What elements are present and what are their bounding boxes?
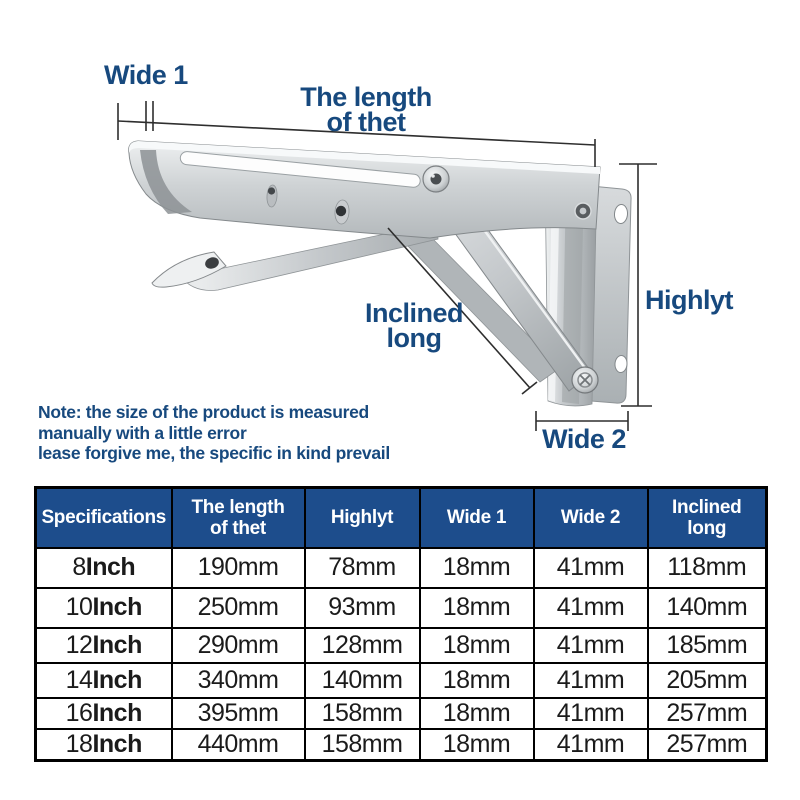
note-line1: Note: the size of the product is measured bbox=[38, 402, 369, 422]
value-cell-inclined: 118mm bbox=[648, 548, 767, 588]
value-cell-length: 290mm bbox=[172, 628, 305, 663]
dim-line-wide1-ticks bbox=[146, 101, 153, 131]
size-cell: 12Inch bbox=[36, 628, 172, 663]
column-header-5: Inclined long bbox=[648, 488, 767, 548]
value-cell-highlyt: 158mm bbox=[305, 698, 420, 729]
value-cell-wide2: 41mm bbox=[534, 663, 648, 698]
note-line2: manually with a little error bbox=[38, 422, 247, 443]
spec-row-14inch bbox=[36, 663, 767, 698]
spec-row-18inch bbox=[36, 729, 767, 761]
label-inclined-line1: Inclined bbox=[364, 298, 463, 328]
spec-table-body bbox=[36, 548, 767, 761]
value-cell-wide1: 18mm bbox=[420, 663, 534, 698]
spec-row-10inch bbox=[36, 588, 767, 628]
label-inclined-long bbox=[364, 298, 464, 353]
value-cell-wide2: 41mm bbox=[534, 588, 648, 628]
size-cell: 14Inch bbox=[36, 663, 172, 698]
size-cell: 8Inch bbox=[36, 548, 172, 588]
value-cell-highlyt: 93mm bbox=[305, 588, 420, 628]
value-cell-inclined: 257mm bbox=[648, 698, 767, 729]
value-cell-wide1: 18mm bbox=[420, 588, 534, 628]
value-cell-highlyt: 128mm bbox=[305, 628, 420, 663]
column-header-4: Wide 2 bbox=[534, 488, 648, 548]
label-inclined-line2: long bbox=[386, 323, 442, 353]
label-wide1: Wide 1 bbox=[104, 60, 188, 90]
spec-table bbox=[34, 486, 768, 762]
note-line3: lease forgive me, the specific in kind prevail bbox=[38, 443, 390, 463]
value-cell-highlyt: 140mm bbox=[305, 663, 420, 698]
column-header-2: Highlyt bbox=[305, 488, 420, 548]
value-cell-wide2: 41mm bbox=[534, 548, 648, 588]
value-cell-wide2: 41mm bbox=[534, 698, 648, 729]
spec-table-head bbox=[36, 488, 767, 548]
column-header-0: Specifications bbox=[36, 488, 172, 548]
spec-table-container bbox=[34, 486, 768, 762]
value-cell-wide1: 18mm bbox=[420, 698, 534, 729]
pivot-rivet bbox=[423, 166, 449, 192]
column-header-1: The length of thet bbox=[172, 488, 305, 548]
size-cell: 16Inch bbox=[36, 698, 172, 729]
note-text bbox=[38, 402, 390, 464]
value-cell-wide2: 41mm bbox=[534, 729, 648, 761]
label-wide2: Wide 2 bbox=[542, 424, 626, 454]
value-cell-length: 395mm bbox=[172, 698, 305, 729]
value-cell-inclined: 140mm bbox=[648, 588, 767, 628]
size-cell: 18Inch bbox=[36, 729, 172, 761]
value-cell-highlyt: 78mm bbox=[305, 548, 420, 588]
label-length-line1: The length bbox=[300, 82, 432, 112]
spec-header-row bbox=[36, 488, 767, 548]
value-cell-length: 250mm bbox=[172, 588, 305, 628]
spec-row-8inch bbox=[36, 548, 767, 588]
value-cell-length: 340mm bbox=[172, 663, 305, 698]
arm-end-screw bbox=[575, 203, 591, 219]
value-cell-wide1: 18mm bbox=[420, 729, 534, 761]
value-cell-length: 440mm bbox=[172, 729, 305, 761]
bottom-pivot-screw bbox=[572, 367, 598, 393]
spec-row-12inch bbox=[36, 628, 767, 663]
label-length-of-thet bbox=[294, 82, 438, 137]
value-cell-inclined: 205mm bbox=[648, 663, 767, 698]
value-cell-length: 190mm bbox=[172, 548, 305, 588]
value-cell-inclined: 185mm bbox=[648, 628, 767, 663]
value-cell-wide2: 41mm bbox=[534, 628, 648, 663]
column-header-3: Wide 1 bbox=[420, 488, 534, 548]
spec-row-16inch bbox=[36, 698, 767, 729]
value-cell-inclined: 257mm bbox=[648, 729, 767, 761]
size-cell: 10Inch bbox=[36, 588, 172, 628]
bracket-arm bbox=[129, 141, 600, 238]
value-cell-wide1: 18mm bbox=[420, 628, 534, 663]
value-cell-highlyt: 158mm bbox=[305, 729, 420, 761]
label-length-line2: of thet bbox=[326, 107, 406, 137]
label-highlyt: Highlyt bbox=[645, 285, 733, 315]
value-cell-wide1: 18mm bbox=[420, 548, 534, 588]
